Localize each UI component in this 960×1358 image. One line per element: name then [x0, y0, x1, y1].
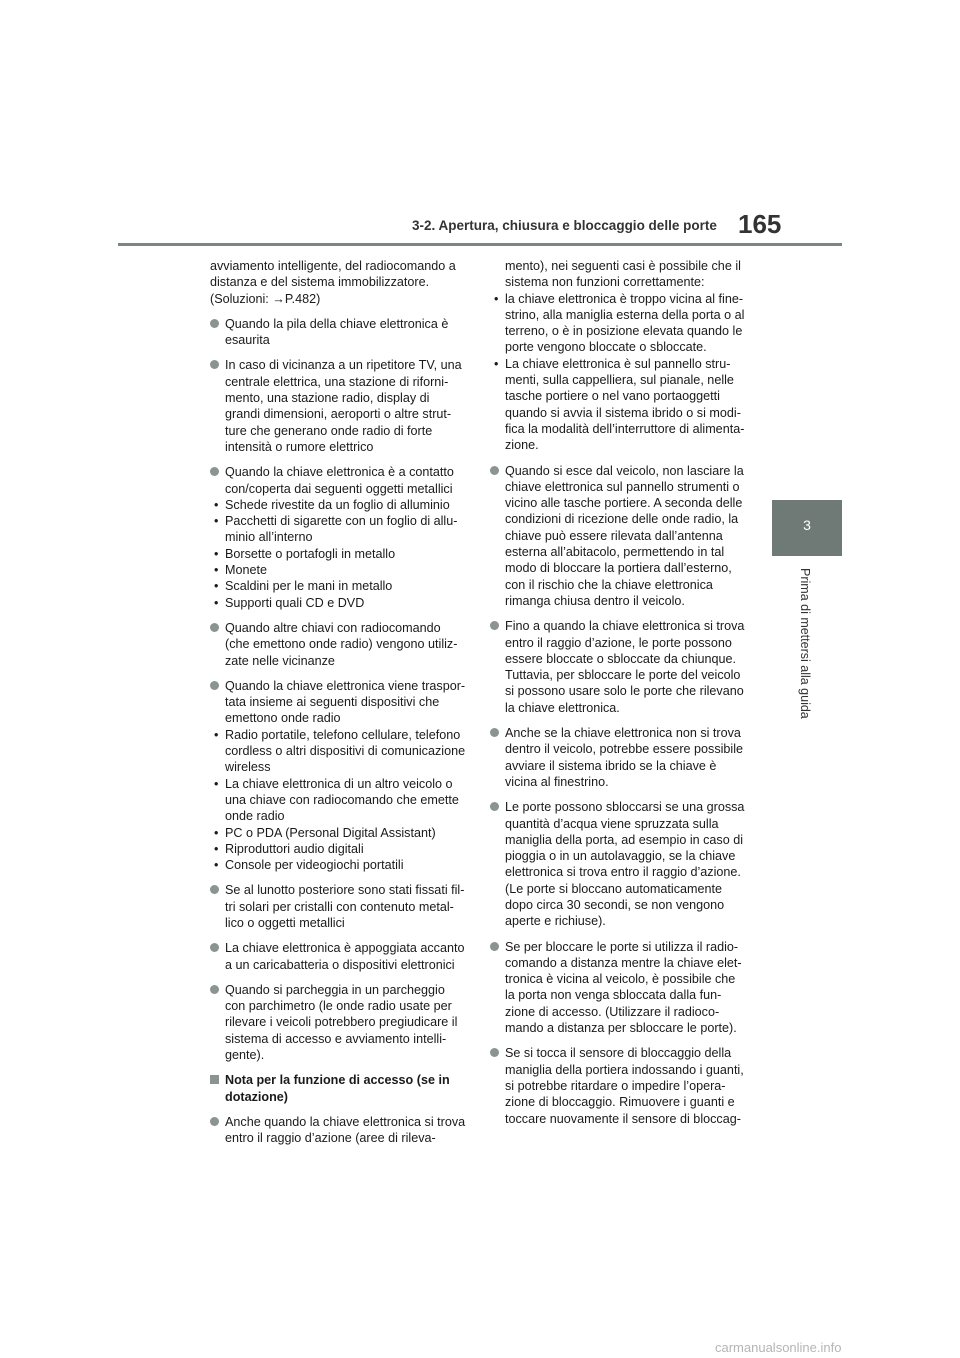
text-line: Quando si esce dal veicolo, non lasciare la — [505, 463, 744, 478]
dot-bullet-icon: • — [494, 291, 499, 306]
bullet-item — [490, 939, 760, 1037]
chapter-label: Prima di mettersi alla guida — [798, 568, 812, 719]
bullet-item — [490, 463, 760, 610]
left-column — [210, 258, 478, 1156]
text-line: mento), nei seguenti casi è possibile che il — [505, 259, 741, 273]
dot-bullet-icon: • — [214, 776, 219, 791]
text-line: fica la modalità dell’interruttore di alimenta- — [505, 421, 745, 436]
text-line: grandi dimensioni, aeroporti o altre strut- — [225, 407, 452, 422]
text-line: avviare il sistema ibrido se la chiave è — [505, 758, 717, 773]
text-line: condizioni di ricezione delle onde radio, la — [505, 512, 739, 527]
circle-bullet-icon — [210, 985, 219, 994]
text-line: dopo circa 30 secondi, se non vengono — [505, 897, 725, 912]
text-line: entro il raggio d’azione (aree di rileva- — [225, 1131, 436, 1146]
text-line: la chiave elettronica. — [505, 700, 620, 715]
text-line: quando si avvia il sistema ibrido o si modi- — [505, 405, 741, 420]
text-line: Quando altre chiavi con radiocomando — [225, 620, 441, 635]
text-line: comando a distanza mentre la chiave elet- — [505, 955, 742, 970]
bullet-item — [210, 620, 478, 669]
dot-bullet-icon: • — [214, 825, 219, 840]
text-line: gente). — [225, 1048, 265, 1063]
text-line: elettronica si trova entro il raggio d’azione. — [505, 865, 741, 880]
text-line: tri solari per cristalli con contenuto metal- — [225, 899, 454, 914]
sub-item — [210, 776, 478, 825]
circle-bullet-icon — [210, 681, 219, 690]
text-line: Monete — [225, 563, 268, 578]
text-line: Schede rivestite da un foglio di alluminio — [225, 497, 450, 512]
sub-item — [210, 578, 478, 594]
dot-bullet-icon: • — [214, 514, 219, 529]
text-line: con/coperta dai seguenti oggetti metallici — [225, 481, 453, 496]
text-line: (Le porte si bloccano automaticamente — [505, 881, 723, 896]
text-line: Le porte possono sbloccarsi se una grossa — [505, 800, 745, 815]
text-line: Borsette o portafogli in metallo — [225, 546, 396, 561]
circle-bullet-icon — [210, 943, 219, 952]
text-line: Anche quando la chiave elettronica si trova — [225, 1114, 466, 1129]
text-line: zione. — [505, 438, 539, 453]
sub-item — [210, 497, 478, 513]
dot-bullet-icon: • — [214, 858, 219, 873]
text-line: PC o PDA (Personal Digital Assistant) — [225, 825, 436, 840]
text-line: esaurita — [225, 333, 270, 348]
right-column — [490, 258, 760, 1136]
text-line: con il rischio che la chiave elettronica — [505, 577, 713, 592]
bullet-item — [210, 678, 478, 727]
sub-item — [210, 513, 478, 546]
text-line: La chiave elettronica di un altro veicolo o — [225, 776, 453, 791]
text-line: zate nelle vicinanze — [225, 653, 335, 668]
text-line: tasche portiere o nel vano portaoggetti — [505, 389, 720, 404]
text-line: zione di accesso. (Utilizzare il radioco- — [505, 1004, 720, 1019]
dot-bullet-icon: • — [214, 563, 219, 578]
bullet-item — [210, 464, 478, 497]
text-line: La chiave elettronica è sul pannello stru- — [505, 356, 731, 371]
watermark-link[interactable]: carmanualsonline.info — [715, 1340, 842, 1355]
sub-item — [210, 562, 478, 578]
text-line: Quando la chiave elettronica viene traspor- — [225, 678, 466, 693]
text-line: rilevare i veicoli potrebbero pregiudicare il — [225, 1015, 458, 1030]
text-line: tata insieme ai seguenti dispositivi che — [225, 695, 440, 710]
dot-bullet-icon: • — [214, 497, 219, 512]
continued-paragraph — [490, 258, 760, 291]
text-line: quantità d’acqua viene spruzzata sulla — [505, 816, 719, 831]
text-line: Se per bloccare le porte si utilizza il radio- — [505, 939, 739, 954]
circle-bullet-icon — [490, 466, 499, 475]
text-line: menti, sulla cappelliera, sul pianale, nelle — [505, 373, 734, 388]
text-line: avviamento intelligente, del radiocomando a — [210, 259, 456, 273]
circle-bullet-icon — [490, 621, 499, 630]
text-line: onde radio — [225, 809, 285, 824]
text-line: Riproduttori audio digitali — [225, 841, 364, 856]
text-line: Nota per la funzione di accesso (se in — [225, 1073, 450, 1088]
text-line: strino, alla maniglia esterna della porta o al — [505, 307, 745, 322]
text-line: mento, una stazione radio, display di — [225, 391, 430, 406]
circle-bullet-icon — [490, 728, 499, 737]
text-line: La chiave elettronica è appoggiata accanto — [225, 941, 465, 956]
text-line: la porta non venga sbloccata dalla fun- — [505, 988, 722, 1003]
text-line: sistema di accesso e avviamento intelli- — [225, 1031, 447, 1046]
circle-bullet-icon — [210, 360, 219, 369]
text-line: porte vengono bloccate o sbloccate. — [505, 340, 707, 355]
circle-bullet-icon — [210, 467, 219, 476]
text-line: la chiave elettronica è troppo vicina al fine- — [505, 291, 744, 306]
text-line: Quando si parcheggia in un parcheggio — [225, 982, 445, 997]
text-line: cordless o altri dispositivi di comunicazione — [225, 744, 466, 759]
text-line: Pacchetti di sigarette con un foglio di allu- — [225, 514, 458, 529]
bullet-item — [210, 357, 478, 455]
bullet-item — [490, 618, 760, 716]
text-line: una chiave con radiocomando che emette — [225, 792, 459, 807]
text-line: maniglia della porta, ad esempio in caso di — [505, 832, 744, 847]
text-line: Se al lunotto posteriore sono stati fissati fil- — [225, 883, 465, 898]
text-line: Quando la pila della chiave elettronica è — [225, 316, 449, 331]
section-title: 3-2. Apertura, chiusura e bloccaggio delle porte — [412, 218, 717, 233]
text-line: chiave elettronica sul pannello strumenti o — [505, 479, 740, 494]
section-heading — [210, 1072, 478, 1105]
text-line: wireless — [225, 760, 271, 775]
text-line: pioggia o in un autolavaggio, se la chiave — [505, 849, 736, 864]
text-line: (che emettono onde radio) vengono utiliz- — [225, 637, 458, 652]
text-line: Anche se la chiave elettronica non si trova — [505, 726, 741, 741]
circle-bullet-icon — [490, 802, 499, 811]
dot-bullet-icon: • — [214, 727, 219, 742]
sub-item — [210, 857, 478, 873]
text-line: maniglia della portiera indossando i guanti, — [505, 1062, 744, 1077]
text-line: mando a distanza per sbloccare le porte). — [505, 1021, 737, 1036]
text-line: dotazione) — [225, 1089, 288, 1104]
text-line: Fino a quando la chiave elettronica si trova — [505, 619, 745, 634]
text-line: Supporti quali CD e DVD — [225, 595, 365, 610]
text-line: terreno, o è in posizione elevata quando le — [505, 324, 743, 339]
circle-bullet-icon — [210, 1117, 219, 1126]
circle-bullet-icon — [210, 885, 219, 894]
square-bullet-icon — [210, 1075, 219, 1084]
circle-bullet-icon — [490, 942, 499, 951]
text-line: ture che generano onde radio di forte — [225, 423, 433, 438]
text-line: Scaldini per le mani in metallo — [225, 579, 393, 594]
sub-item — [210, 825, 478, 841]
text-line: lico o oggetti metallici — [225, 915, 345, 930]
text-line: essere bloccate o sbloccate da chiunque. — [505, 651, 737, 666]
text-line: dentro il veicolo, potrebbe essere possibile — [505, 742, 744, 757]
dot-bullet-icon: • — [214, 841, 219, 856]
dot-bullet-icon: • — [214, 579, 219, 594]
text-line: si potrebbe ritardare o impedire l’opera- — [505, 1078, 726, 1093]
circle-bullet-icon — [210, 319, 219, 328]
text-line: esterna all’abitacolo, permettendo in tal — [505, 545, 725, 560]
sub-item — [210, 595, 478, 611]
text-line: rimanga chiusa dentro il veicolo. — [505, 593, 685, 608]
text-line: Console per videogiochi portatili — [225, 858, 404, 873]
text-line: modo di bloccare la portiera dall’esterno, — [505, 561, 732, 576]
text-line: minio all’interno — [225, 530, 313, 545]
circle-bullet-icon — [490, 1048, 499, 1057]
sub-item — [490, 356, 760, 454]
bullet-item — [490, 1045, 760, 1126]
dot-bullet-icon: • — [214, 546, 219, 561]
bullet-item — [210, 1114, 478, 1147]
intro-paragraph — [210, 258, 478, 307]
text-line: con parchimetro (le onde radio usate per — [225, 999, 452, 1014]
sub-item — [210, 546, 478, 562]
text-line: entro il raggio d’azione, le porte possono — [505, 635, 732, 650]
text-line: In caso di vicinanza a un ripetitore TV, una — [225, 358, 462, 373]
bullet-item — [210, 882, 478, 931]
text-line: Se si tocca il sensore di bloccaggio della — [505, 1046, 732, 1061]
text-line: sistema non funzioni correttamente: — [505, 275, 705, 290]
text-line: aperte e richiuse). — [505, 914, 606, 929]
chapter-number: 3 — [803, 517, 811, 533]
dot-bullet-icon: • — [494, 356, 499, 371]
bullet-item — [490, 799, 760, 929]
chapter-tab — [772, 500, 842, 556]
sub-list — [490, 291, 760, 454]
text-line: si possono usare solo le porte che rilevano — [505, 684, 744, 699]
text-line: tronica è vicina al veicolo, è possibile che — [505, 972, 736, 987]
text-line: toccare nuovamente il sensore di bloccag- — [505, 1111, 741, 1126]
dot-bullet-icon: • — [214, 595, 219, 610]
text-line: intensità o rumore elettrico — [225, 439, 374, 454]
text-line: vicina al finestrino. — [505, 774, 609, 789]
sub-item — [210, 727, 478, 776]
bullet-item — [490, 725, 760, 790]
text-line: emettono onde radio — [225, 711, 341, 726]
text-line: zione di bloccaggio. Rimuovere i guanti e — [505, 1095, 735, 1110]
bullet-item — [210, 940, 478, 973]
page-number: 165 — [738, 209, 782, 239]
bullet-item — [210, 316, 478, 349]
text-line: (Soluzioni: →P.482) — [210, 291, 321, 306]
text-line: Radio portatile, telefono cellulare, telefono — [225, 727, 461, 742]
header-rule — [118, 243, 842, 246]
sub-list — [210, 497, 478, 611]
text-line: chiave può essere rilevata dall’antenna — [505, 528, 723, 543]
sub-list — [210, 727, 478, 874]
sub-item — [210, 841, 478, 857]
text-line: centrale elettrica, una stazione di riforni- — [225, 374, 449, 389]
text-line: Tuttavia, per sbloccare le porte del veicolo — [505, 668, 741, 683]
text-line: distanza e del sistema immobilizzatore. — [210, 275, 430, 290]
text-line: a un caricabatteria o dispositivi elettronici — [225, 957, 455, 972]
text-line: Quando la chiave elettronica è a contatto — [225, 465, 454, 480]
bullet-item — [210, 982, 478, 1063]
sub-item — [490, 291, 760, 356]
text-line: vicino alle tasche portiere. A seconda delle — [505, 496, 743, 511]
circle-bullet-icon — [210, 623, 219, 632]
